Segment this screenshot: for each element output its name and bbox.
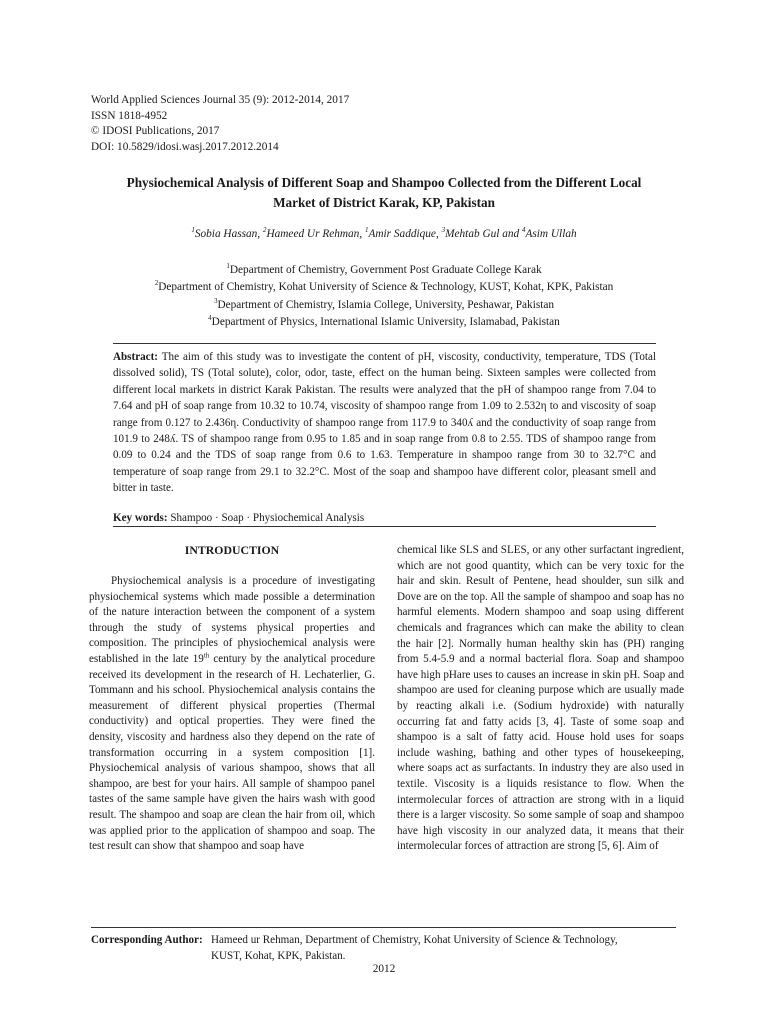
issn: ISSN 1818-4952 xyxy=(91,109,168,122)
intro-left-column xyxy=(89,574,375,855)
corresponding-label: Corresponding Author: xyxy=(91,934,203,946)
author-sup: 4 xyxy=(521,226,526,235)
keywords-text: Shampoo · Soap · Physiochemical Analysis xyxy=(167,512,365,524)
author-name: Hameed Ur Rehman, xyxy=(266,228,365,240)
affiliation-text: Department of Chemistry, Government Post Graduate College Karak xyxy=(229,264,542,276)
intro-right-column xyxy=(397,543,684,855)
affiliation-text: Department of Chemistry, Islamia College, University, Peshawar, Pakistan xyxy=(217,298,555,311)
intro-sup: th xyxy=(203,651,210,660)
page-number: 2012 xyxy=(372,963,396,975)
abstract-text: The aim of this study was to investigate the content of pH, viscosity, conductivity, temperature, TDS (Total dissolved solid), TS (Total solute), color, odor, taste, effect on the human being. Sixteen samples were collected from different local markets in district Karak Pakistan. The results were analyzed that the pH of shampoo range from 7.04 to 7.64 and pH of soap range from 10.32 to 10.74, viscosity of shampoo range from 1.09 to 2.532η to and viscosity of soap range from 0.127 to 2.436η. Conductivity of shampoo range from 117.9 to 340ʎ and the conductivity of soap range from 101.9 to 248ʎ. TS of shampoo range from 0.95 to 1.85 and in soap range from 0.8 to 2.55. TDS of shampoo range from 0.09 to 0.24 and the TDS of soap range from 0.6 to 1.63. Temperature in shampoo range from 30 to 32.7°C and temperature of soap range from 29.1 to 32.2°C. Most of the soap and shampoo have different color, pleasant smell and bitter in taste. xyxy=(113,351,656,495)
author-sup: 1 xyxy=(191,226,195,235)
affiliation-sup: 2 xyxy=(154,279,159,288)
abstract-label: Abstract: xyxy=(113,351,158,363)
journal-citation: World Applied Sciences Journal 35 (9): 2012-2014, 2017 xyxy=(91,94,350,106)
affiliation xyxy=(90,279,678,296)
corresponding-text: Hameed ur Rehman, Department of Chemistry, Kohat University of Science & Technology, xyxy=(211,934,618,946)
author-name: Asim Ullah xyxy=(525,228,577,240)
intro-text: Physiochemical analysis is a procedure of investigating physiochemical systems which made possible a determination of the nature interaction between the component of a system through the study of systems physical properties and composition. The principles of physiochemical analysis were established in the late 19 xyxy=(89,575,375,665)
intro-paragraph: chemical like SLS and SLES, or any other surfactant ingredient, which are not good quantity, which can be very toxic for the hair and skin. Result of Pentene, head shoulder, sun silk and Dove are on the top. All the sample of shampoo and soap has no harmful elements. Modern shampoo and soap using different chemicals and fragrances which can make the ability to clean the hair [2]. Normally human healthy skin has (PH) ranging from 5.4-5.9 and a normal bacterial flora. Soap and shampoo have high pHare uses to causes an increase in skin pH. Soap and shampoo are used for cleaning purpose which are usually made by reacting alkali i.e. (Sodium hydroxide) with naturally occurring fat and fatty acids [3, 4]. Taste of some soap and shampoo is a salt of fatty acid. House hold uses for soaps include washing, bathing and other types of housekeeping, where soaps act as surfactants. In industry they are also used in textile. Viscosity is a liquids resistance to flow. When the intermolecular forces of attraction are strong with in a liquid there is a larger viscosity. So some sample of soap and shampoo have high viscosity in our analyzed data, it means that their intermolecular forces of attraction are strong [5, 6]. Aim of xyxy=(397,544,684,853)
affiliation-sup: 3 xyxy=(213,296,218,305)
intro-text: century by the analytical procedure received its development in the research of H. Lechaterlier, G. Tommann and his school. Physiochemical analysis contains the measurement of different physical properties (Thermal conductivity) and optical properties. They were fined the density, viscosity and hardness also they depend on the rate of transformation occurring in a system composition [1]. Physiochemical analysis of various shampoo, shows that all shampoo, are best for your hairs. All sample of shampoo panel tastes of the same sample have given the hairs wash with good result. The shampoo and soap are clean the hair from oil, which was applied prior to the application of shampoo and soap. The test result can show that shampoo and soap have xyxy=(89,652,375,853)
doi: DOI: 10.5829/idosi.wasj.2017.2012.2014 xyxy=(91,140,279,153)
author-name: Sobia Hassan, xyxy=(194,228,263,240)
author-list xyxy=(100,228,668,240)
affiliation xyxy=(90,262,678,279)
keywords xyxy=(113,512,364,524)
author-name: Mehtab Gul and xyxy=(445,228,522,240)
author-sup: 3 xyxy=(441,226,446,235)
affiliation-text: Department of Physics, International Islamic University, Islamabad, Pakistan xyxy=(211,315,560,328)
affiliations xyxy=(90,262,678,331)
introduction-heading: INTRODUCTION xyxy=(184,543,280,557)
author-sup: 2 xyxy=(262,226,267,235)
author-name: Amir Saddique, xyxy=(368,228,442,240)
abstract-top-rule xyxy=(113,343,656,344)
affiliation xyxy=(90,297,678,314)
keywords-bottom-rule xyxy=(113,526,656,527)
affiliation-sup: 4 xyxy=(208,314,212,323)
publisher: © IDOSI Publications, 2017 xyxy=(91,125,220,137)
corresponding-line xyxy=(91,933,618,949)
affiliation-sup: 1 xyxy=(226,262,230,271)
corresponding-text-2: KUST, Kohat, KPK, Pakistan. xyxy=(211,949,346,962)
journal-header xyxy=(91,93,349,155)
footer-rule xyxy=(91,927,676,928)
corresponding-author xyxy=(91,933,618,965)
intro-paragraph xyxy=(89,574,375,855)
keywords-label: Key words: xyxy=(113,512,168,524)
affiliation-text: Department of Chemistry, Kohat University of Science & Technology, KUST, Kohat, KPK, Pakistan xyxy=(158,281,614,294)
author-sup: 1 xyxy=(364,226,369,235)
abstract xyxy=(113,349,656,497)
affiliation xyxy=(90,314,678,331)
paper-title: Physiochemical Analysis of Different Soap and Shampoo Collected from the Different Local Market of District Karak, KP, Pakistan xyxy=(126,175,642,210)
